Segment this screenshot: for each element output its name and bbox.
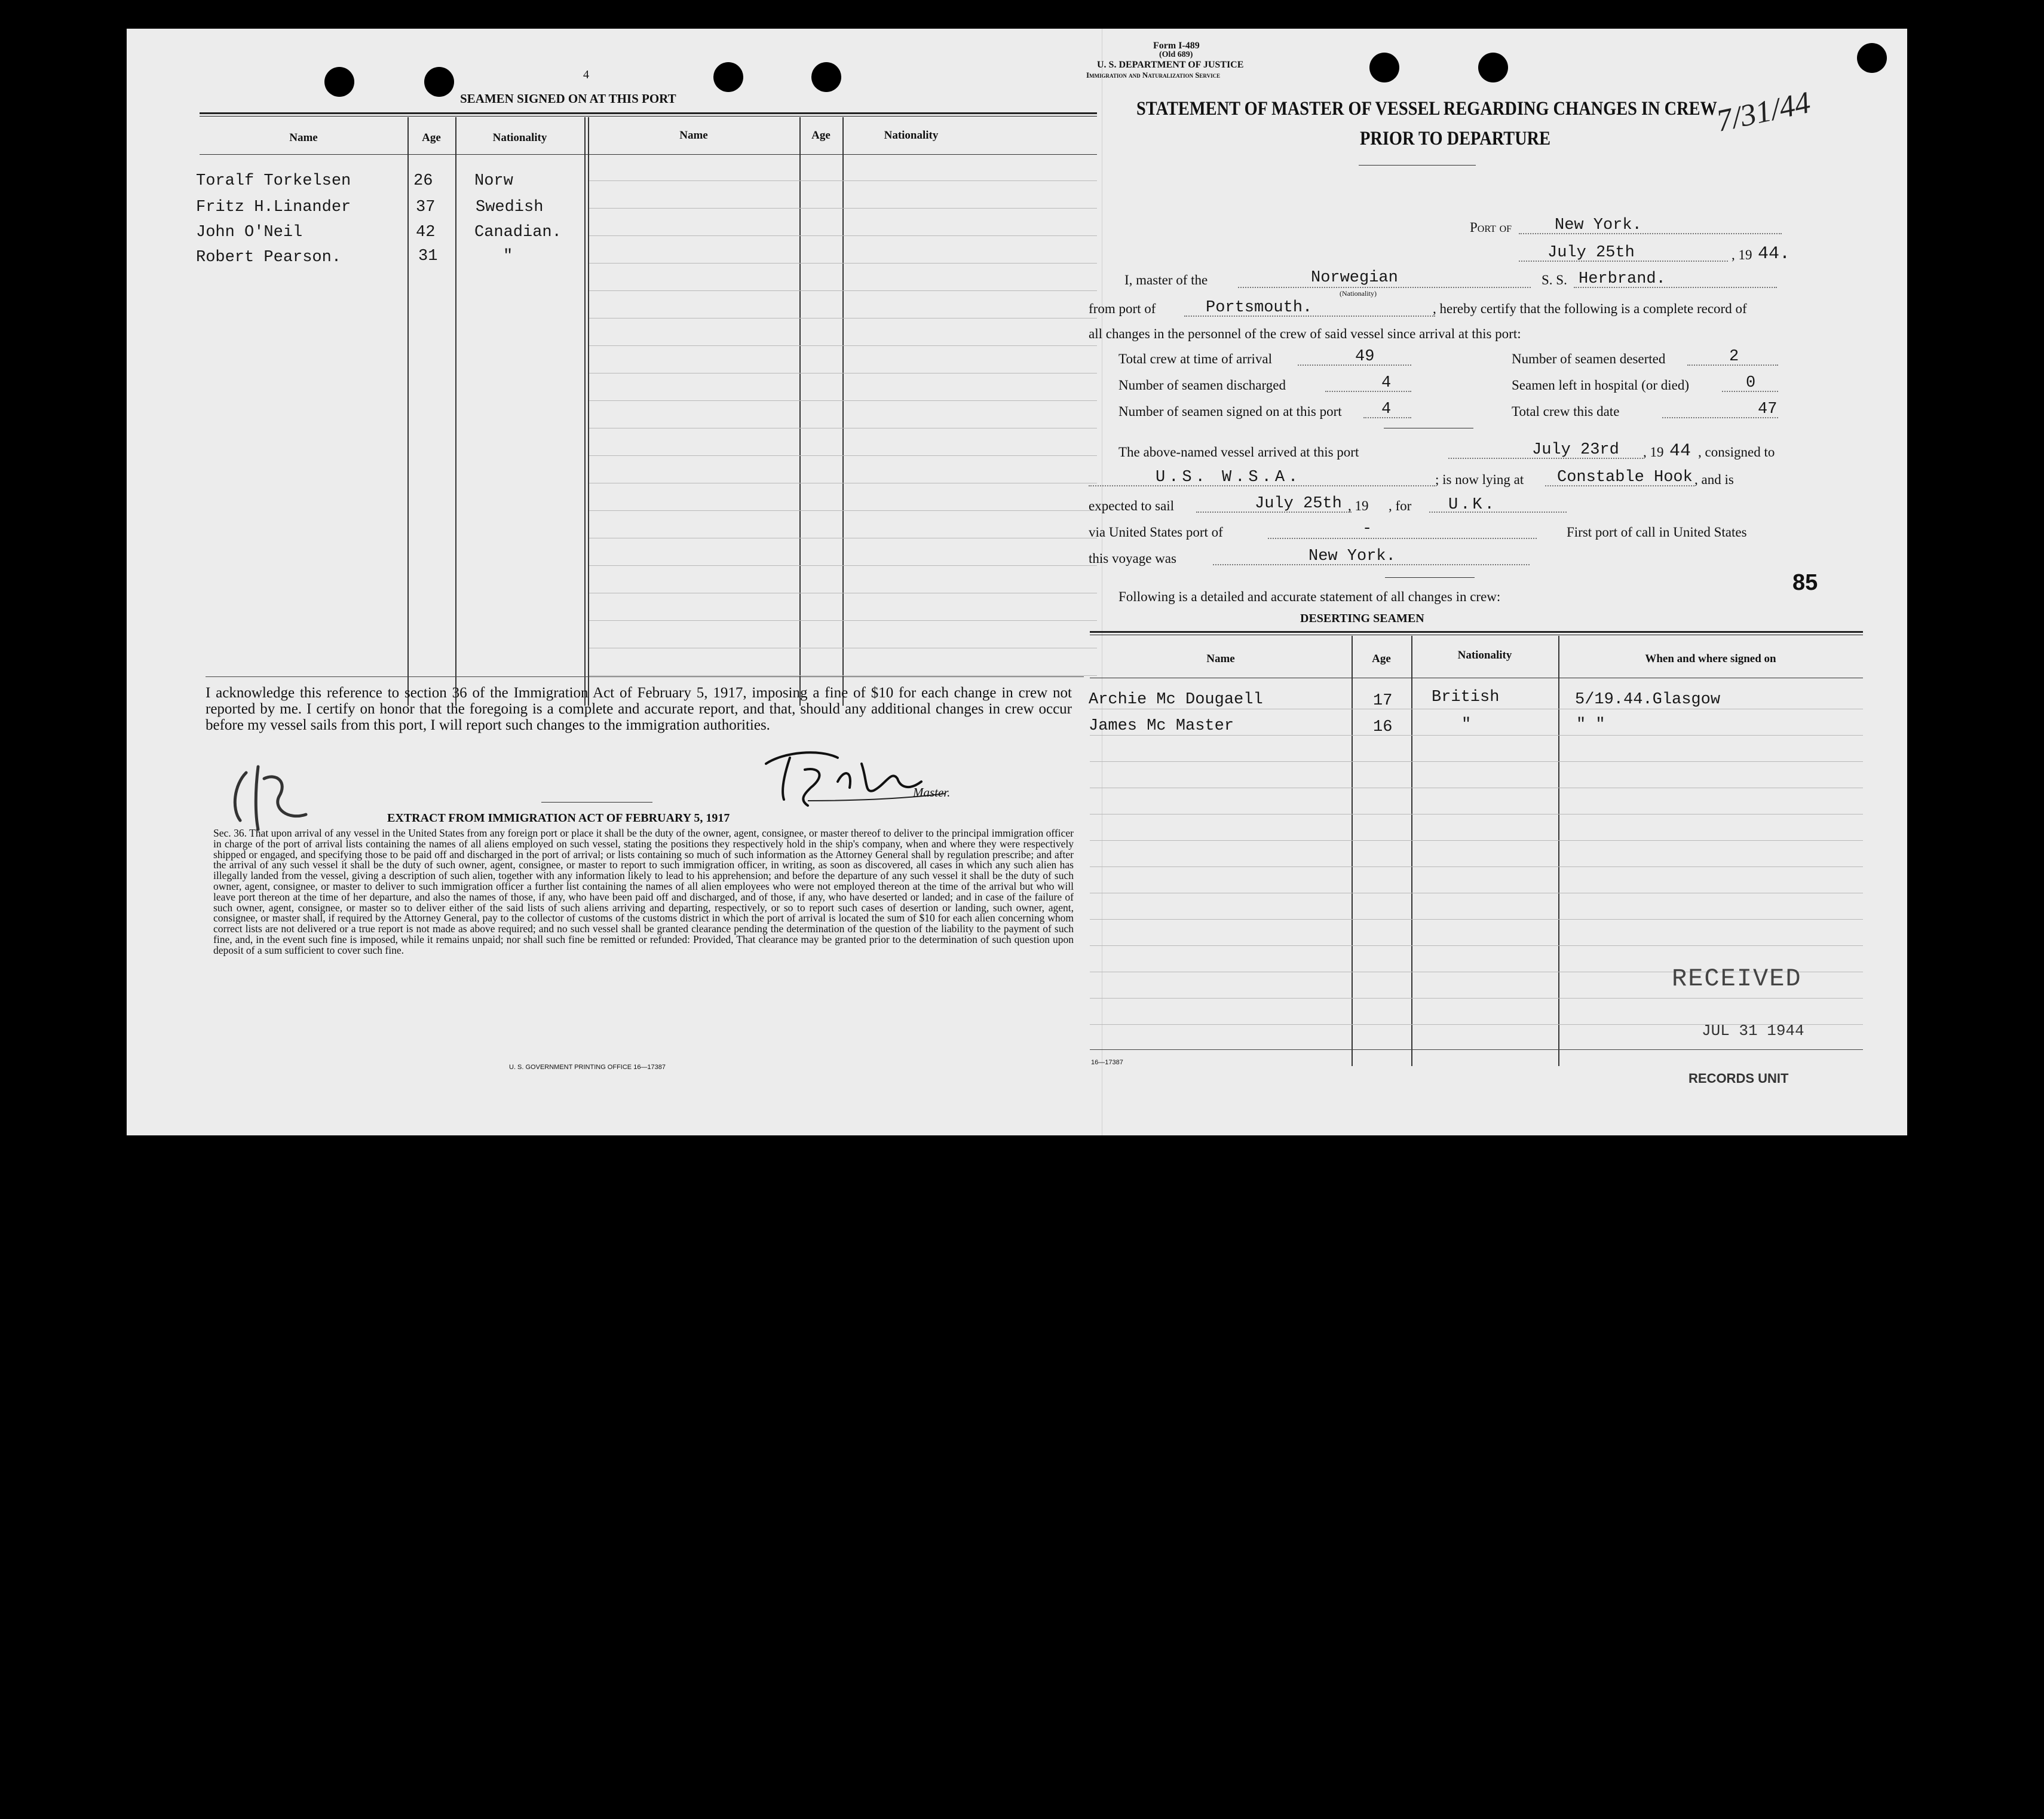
row-rule <box>589 455 1097 456</box>
row-rule <box>1090 998 1863 999</box>
following-text: Following is a detailed and accurate statement of all changes in crew: <box>1118 589 1501 604</box>
deserter-signed-on: 5/19.44.Glasgow <box>1575 691 1721 709</box>
section-title: SEAMEN SIGNED ON AT THIS PORT <box>460 91 676 106</box>
punch-hole <box>1857 43 1887 73</box>
form-old: (Old 689) <box>1159 50 1193 59</box>
row-rule <box>1090 735 1863 736</box>
lying-at: Constable Hook <box>1557 468 1693 486</box>
total-crew-arrival: 49 <box>1355 348 1375 366</box>
crew-nationality: Norw <box>474 172 513 190</box>
year-prefix: , 19 <box>1732 247 1752 262</box>
arrived-date: July 23rd <box>1532 441 1619 459</box>
signed-on-label: Number of seamen signed on at this port <box>1118 404 1342 419</box>
deserter-name: Archie Mc Dougaell <box>1089 691 1263 709</box>
via-value: - <box>1362 520 1372 538</box>
deserter-age: 17 <box>1373 692 1393 710</box>
deserted-label: Number of seamen deserted <box>1512 351 1666 366</box>
total-crew-date: 47 <box>1758 400 1778 418</box>
row-rule <box>1090 866 1863 867</box>
crew-nationality: Canadian. <box>474 223 562 241</box>
col-header-age-2: Age <box>811 129 831 142</box>
punch-hole <box>1369 53 1399 82</box>
voyage-label: this voyage was <box>1089 551 1176 566</box>
consigned-label: , consigned to <box>1698 445 1775 460</box>
form-footer: 16—17387 <box>1091 1059 1123 1066</box>
form-title: STATEMENT OF MASTER OF VESSEL REGARDING CHANGES IN CREW <box>1136 98 1717 120</box>
punch-hole <box>713 62 743 92</box>
year-value: 44. <box>1758 244 1791 264</box>
col-header-nationality-2: Nationality <box>884 129 939 142</box>
row-rule <box>1090 919 1863 920</box>
from-port-label: from port of <box>1089 301 1156 316</box>
deserting-title: DESERTING SEAMEN <box>1300 612 1424 625</box>
row-rule <box>589 263 1097 264</box>
expected-year: , 19 <box>1348 498 1369 513</box>
lying-label: ; is now lying at <box>1435 472 1524 487</box>
voyage-rule <box>1385 577 1475 578</box>
column-divider <box>842 117 844 706</box>
from-port: Portsmouth. <box>1206 299 1313 317</box>
row-rule <box>589 208 1097 209</box>
arrived-label: The above-named vessel arrived at this port <box>1118 445 1359 460</box>
fill-line <box>1238 287 1531 288</box>
col-header-name: Name <box>289 131 318 144</box>
extract-text: Sec. 36. That upon arrival of any vessel in the United States from any foreign port or place it shall be the duty of the owner, agent, consignee, or master thereof to deliver to the principal immigration officer in charge of the port of arrival lists containing the names of all aliens employed on such vessel, stating the positions they respectively hold in the ship's company, when and where they were respectively shipped or engaged, and specifying those to be paid off and discharged in the port of arrival; or lists containing so much of such information as the Attorney General shall by regulation prescribe; and after the arrival of any such vessel it shall be the duty of such owner, agent, consignee, or master to report to such immigration officer, in writing, as soon as discovered, all cases in which any such alien has illegally landed from the vessel, giving a description of such alien, together with any information likely to lead to his apprehension; and before the departure of any such vessel it shall be the duty of such owner, agent, consignee, or master to deliver to such immigration officer a further list containing the names of all alien employees who were not employed thereon at the time of the arrival but who will leave port thereon at the time of her departure, and also the names of those, if any, who have been paid off and discharged, and of those, if any, who have deserted or landed; and in case of the failure of such owner, agent, consignee, or master so to deliver either of the said lists of such aliens arriving and departing, respectively, or so to report such cases of desertion or landing, such owner, agent, consignee, or master shall, if required by the Attorney General, pay to the collector of customs of the customs district in which the port of arrival is located the sum of $10 for each alien concerning whom correct lists are not delivered or a true report is not made as above required; and no such vessel shall be granted clearance pending the determination of the question of the liability to the payment of such fine, and, in the event such fine is imposed, while it remains unpaid; nor shall such fine be remitted or refunded: Provided, That clearance may be granted prior to the determination of such question upon deposit of a sum sufficient to cover such fine. <box>213 827 1074 956</box>
column-divider <box>407 117 409 706</box>
service: Immigration and Naturalization Service <box>1086 71 1221 79</box>
row-rule <box>589 620 1097 621</box>
deserter-name: James Mc Master <box>1089 717 1234 735</box>
crew-nationality: Swedish <box>476 198 544 216</box>
row-rule <box>589 235 1097 236</box>
row-rule <box>589 675 1097 676</box>
row-rule <box>1090 761 1863 762</box>
crew-nationality: " <box>503 247 513 265</box>
hospital-label: Seamen left in hospital (or died) <box>1512 378 1690 393</box>
crew-name: Fritz H.Linander <box>196 198 351 216</box>
ship-name: Herbrand. <box>1579 270 1666 288</box>
destination: U.K. <box>1448 496 1497 514</box>
table-top-rule <box>200 112 1097 114</box>
signed-on-value: 4 <box>1381 400 1392 418</box>
deserter-nationality: British <box>1432 688 1500 706</box>
column-divider <box>584 117 586 706</box>
printer-line: U. S. GOVERNMENT PRINTING OFFICE 16—17387 <box>509 1064 666 1071</box>
crew-age: 26 <box>413 172 433 190</box>
and-is: , and is <box>1694 472 1734 487</box>
hospital-value: 0 <box>1746 374 1756 392</box>
records-unit-stamp: RECORDS UNIT <box>1688 1071 1789 1086</box>
table-bottom-rule <box>206 676 1084 677</box>
ss-label: S. S. <box>1542 272 1567 287</box>
deserter-age: 16 <box>1373 718 1393 736</box>
punch-hole <box>324 67 354 97</box>
deserting-col-name: Name <box>1206 653 1235 665</box>
via-label: via United States port of <box>1089 525 1223 540</box>
deserting-col-signed-on: When and where signed on <box>1645 653 1776 665</box>
arrived-year-prefix: , 19 <box>1643 445 1664 460</box>
row-rule <box>589 565 1097 566</box>
crew-age: 37 <box>416 198 436 216</box>
deserting-col-divider <box>1558 636 1559 1066</box>
voyage-value: New York. <box>1308 547 1396 565</box>
page-number: 4 <box>583 68 589 81</box>
acknowledgement-text: I acknowledge this reference to section 36 of the Immigration Act of February 5, 1917, imposing a fine of $10 for each change in crew not reported by me. I certify on honor that the foregoing is a complete and accurate report, and that, should any additional changes in crew occur before my vessel sails from this port, I will report such changes to the immigration authorities. <box>206 685 1072 733</box>
extract-rule <box>541 802 652 803</box>
row-rule <box>589 400 1097 401</box>
crew-name: John O'Neil <box>196 223 303 241</box>
row-rule <box>1090 840 1863 841</box>
page-stamp: 85 <box>1792 570 1818 595</box>
discharged-value: 4 <box>1381 374 1392 392</box>
consignee: U.S. W.S.A. <box>1156 468 1302 486</box>
fill-line <box>1325 391 1411 392</box>
date-value: July 25th <box>1547 244 1635 262</box>
first-port-label: First port of call in United States <box>1567 525 1747 540</box>
punch-hole <box>811 62 841 92</box>
master-of-label: I, master of the <box>1124 272 1208 287</box>
initials-mark <box>222 755 324 838</box>
column-divider <box>588 117 589 706</box>
fill-line <box>1298 365 1411 366</box>
master-label: Master. <box>913 785 951 800</box>
port-label: Port of <box>1470 220 1512 235</box>
expected-date: July 25th <box>1255 495 1342 513</box>
deserting-col-age: Age <box>1372 653 1391 665</box>
row-rule <box>589 180 1097 181</box>
deserting-col-divider <box>1411 636 1412 1066</box>
fill-line <box>1268 538 1537 539</box>
form-subtitle: PRIOR TO DEPARTURE <box>1360 128 1551 149</box>
column-divider <box>799 117 801 706</box>
extract-title: EXTRACT FROM IMMIGRATION ACT OF FEBRUARY 5, 1917 <box>387 811 730 825</box>
department: U. S. DEPARTMENT OF JUSTICE <box>1097 60 1244 70</box>
vessel-nationality: Norwegian <box>1311 269 1398 287</box>
port-value: New York. <box>1555 216 1642 234</box>
arrived-year: 44 <box>1669 441 1691 461</box>
row-rule <box>589 290 1097 291</box>
discharged-label: Number of seamen discharged <box>1118 378 1286 393</box>
col-header-age: Age <box>422 131 441 144</box>
deserting-top-rule <box>1090 631 1863 633</box>
column-divider <box>455 117 456 706</box>
row-rule <box>589 318 1097 319</box>
deserter-signed-on: " " <box>1576 716 1605 734</box>
expected-label: expected to sail <box>1089 498 1175 513</box>
deserting-col-divider <box>1352 636 1353 1066</box>
handwritten-date: 7/31/44 <box>1713 85 1814 139</box>
row-rule <box>589 345 1097 346</box>
deserting-bottom-rule <box>1090 1049 1863 1050</box>
crew-age: 31 <box>418 247 438 265</box>
row-rule <box>1090 945 1863 946</box>
row-rule <box>589 510 1097 511</box>
total-crew-date-label: Total crew this date <box>1512 404 1620 419</box>
punch-hole <box>1478 53 1508 82</box>
crew-name: Toralf Torkelsen <box>196 172 351 190</box>
total-crew-arrival-label: Total crew at time of arrival <box>1118 351 1273 366</box>
deserter-nationality: " <box>1461 716 1472 734</box>
punch-hole <box>424 67 454 97</box>
crew-age: 42 <box>416 223 436 241</box>
deserted-value: 2 <box>1729 348 1739 366</box>
nationality-caption: (Nationality) <box>1340 289 1377 298</box>
document-sheet <box>127 29 1907 1135</box>
col-header-name-2: Name <box>679 129 708 142</box>
col-header-nationality: Nationality <box>492 131 547 144</box>
for-label: , for <box>1389 498 1412 513</box>
certify-text: , hereby certify that the following is a complete record of <box>1433 301 1747 316</box>
certify-text-2: all changes in the personnel of the crew of said vessel since arrival at this port: <box>1089 326 1521 341</box>
received-stamp: RECEIVED <box>1672 964 1802 993</box>
header-bottom-rule <box>200 154 1097 155</box>
received-date-stamp: JUL 31 1944 <box>1702 1022 1804 1040</box>
title-underline <box>1359 165 1476 166</box>
crew-name: Robert Pearson. <box>196 249 342 267</box>
form-number: Form I-489 <box>1153 41 1200 51</box>
table-top-rule-2 <box>200 116 1097 117</box>
deserting-col-nationality: Nationality <box>1457 649 1512 662</box>
